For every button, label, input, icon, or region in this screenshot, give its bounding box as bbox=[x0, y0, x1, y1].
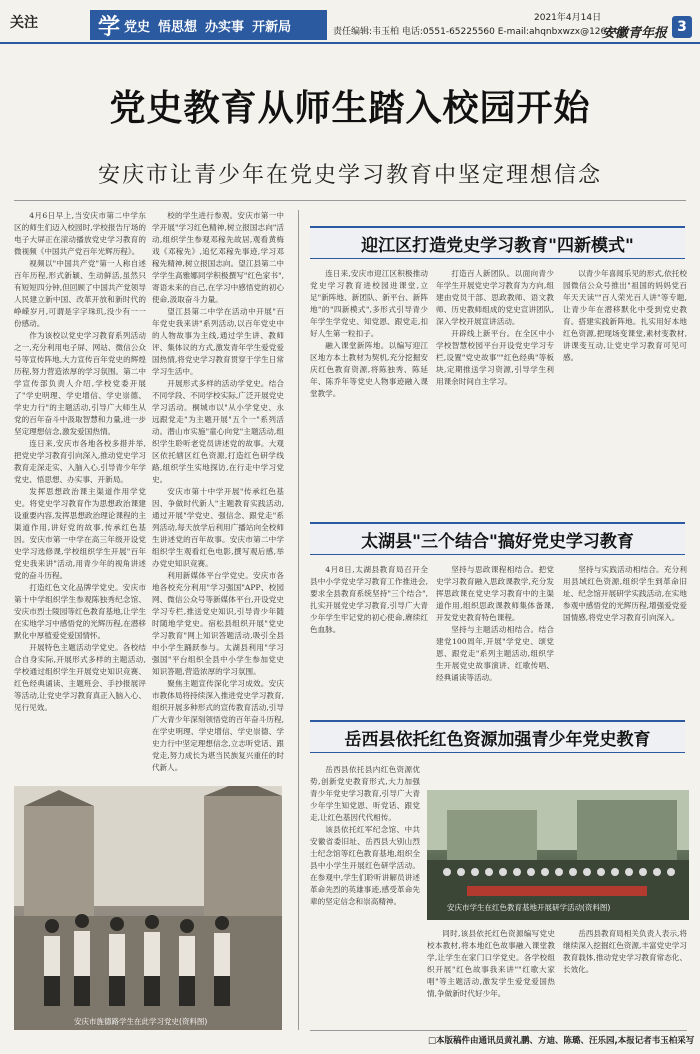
left-article-col-1 bbox=[14, 210, 146, 782]
title-divider bbox=[14, 200, 686, 201]
yuexi-col-2 bbox=[427, 928, 555, 1028]
street-photo-caption: 安庆市旌德路学生在此学习党史(资料图) bbox=[74, 1017, 208, 1026]
paragraph: 连日来,安庆市迎江区积极推动党史学习教育进校园进课堂,立足"新阵地、新团队、新平台、新阵地"的"四新模式",多形式引导青少年学生学党史、知党恩、跟党走,扣好人生第一粒扣子。 bbox=[310, 269, 428, 338]
paragraph: 融入课堂新阵地。以编写迎江区地方本土教材为契机,充分挖掘安庆红色教育资源,将陈独秀、陈延年、陈乔年等党史人物事迹融入课堂教学。 bbox=[310, 341, 428, 398]
taihu-col-2 bbox=[436, 564, 554, 716]
paragraph: 以青少年喜闻乐见的形式,依托校园微信公众号推出"祖国的妈妈党百年天天读""百人荣光百人讲"等专题,让青少年在潜移默化中受到党史教育。搭建实践新阵地。扎实用好本地红色资源,把现场变课堂,素材变教材,讲课变互动,让党史学习教育可见可感。 bbox=[563, 269, 687, 362]
paragraph: 校的学生进行参观。安庆市第一中学开展"学习红色精神,树立报国志向"活动,组织学生参观邓稼先故居,观看黄梅戏《邓稼先》,追忆邓稼先事迹,学习邓稼先精神,树立报国志向。望江县第二中学学生高雅娜同学积极撰写"红色家书",寄语未来的自己,在学习中感悟党的初心使命,汲取奋斗力量。 bbox=[152, 211, 284, 304]
yingjiang-col-3 bbox=[563, 268, 687, 512]
page-number: 3 bbox=[672, 16, 692, 38]
slogan-1: 党史 bbox=[124, 19, 151, 35]
paragraph: 望江县第二中学在活动中开展"百年党史我来讲"系列活动,以百年党史中的人物故事为主线,通过学生讲、教师评、集体议的方式,激发青年学生爱党爱国热情,将党史学习教育贯穿于学生日常学习生活中。 bbox=[152, 307, 284, 376]
paragraph: 开展形式多样的活动学党史。结合不同学段、不同学校实际,广泛开展党史学习活动。桐城市以"从小学党史、永远跟党走"为主题开展"五个一"系列活动。潜山市实施"童心向党"主题活动,组织学生聆听老党员讲述党的故事。大观区依托辖区红色资源,打造红色研学线路,组织学生实地探访,在行走中学习党史。 bbox=[152, 379, 284, 484]
paragraph: 该县依托红军纪念馆、中共安徽省委旧址、岳西县大别山烈士纪念馆等红色教育基地,组织全县中小学生开展红色研学活动。在参观中,学生们聆听讲解员讲述革命先烈的英雄事迹,感受革命先辈的坚定信念和崇高精神。 bbox=[310, 825, 420, 906]
paragraph: 坚持与实践活动相结合。充分利用县域红色资源,组织学生到革命旧址、纪念馆开展研学实践活动,在实地参观中感悟党的光辉历程,增强爱党爱国情感,将党史学习教育引向深入。 bbox=[563, 565, 687, 622]
paragraph: 岳西县教育局相关负责人表示,将继续深入挖掘红色资源,丰富党史学习教育载体,推动党史学习教育常态化、长效化。 bbox=[563, 929, 687, 974]
paragraph: 安庆市第十中学开展"传承红色基因、争做时代新人"主题教育实践活动,通过开展"学党史、强信念、跟党走"系列活动,每天放学后利用广播站向全校师生讲述党的百年故事。安庆市第二中学组织学生观看红色电影,撰写观后感,举办党史知识竞赛。 bbox=[152, 487, 284, 568]
newspaper-name: 安徽青年报 bbox=[602, 26, 668, 41]
section-heading-taihu: 太湖县"三个结合"搞好党史学习教育 bbox=[310, 522, 685, 555]
main-headline: 党史教育从师生踏入校园开始 bbox=[109, 87, 591, 129]
section-heading-yingjiang: 迎江区打造党史学习教育"四新模式" bbox=[310, 226, 685, 259]
paragraph: 作为该校以党史学习教育系列活动之一,充分利用电子屏、网站、微信公众号等宣传阵地,大力宣传百年党史的辉煌历程,努力营造浓厚的学习氛围。第二中学宣传部负责人介绍,学校党委开展了"学史明理、学史增信、学史崇德、学史力行"的主题活动,引导广大师生从党的百年奋斗中汲取智慧和力量,进一步坚定理想信念,激发爱国热情。 bbox=[14, 331, 146, 436]
group-photo bbox=[427, 790, 689, 920]
yuexi-col-1 bbox=[310, 764, 420, 1028]
yuexi-col-3 bbox=[563, 928, 687, 1028]
street-scene-illustration bbox=[14, 786, 282, 1030]
left-article-col-2 bbox=[152, 210, 284, 782]
street-photo bbox=[14, 786, 282, 1030]
paragraph: 坚持与思政课程相结合。把党史学习教育融入思政课教学,充分发挥思政课在党史学习教育中的主渠道作用,组织思政课教师集体备课,开发党史教育特色课程。 bbox=[436, 565, 554, 622]
slogan-4: 开新局 bbox=[252, 19, 292, 35]
paragraph: 坚持与主题活动相结合。结合建党100周年,开展"学党史、颂党恩、跟党走"系列主题活动,组织学生开展党史故事演讲、红歌传唱、经典诵读等活动。 bbox=[436, 625, 554, 682]
slogan-xue: 学 bbox=[98, 13, 121, 40]
slogan-band bbox=[90, 10, 327, 40]
sub-headline: 安庆市让青少年在党史学习教育中坚定理想信念 bbox=[97, 163, 602, 188]
yingjiang-col-2 bbox=[436, 268, 554, 512]
byline-footer: □本版稿件由通讯员黄礼鹏、方迪、陈璐、汪乐园,本报记者韦玉柏采写 bbox=[428, 1036, 695, 1046]
column-divider bbox=[298, 210, 299, 1030]
section-heading-yuexi: 岳西县依托红色资源加强青少年党史教育 bbox=[310, 720, 685, 753]
paragraph: 开展特色主题活动学党史。各校结合自身实际,开展形式多样的主题活动,学校通过组织学生开展党史知识竞赛、红色经典诵读、主题班会、手抄报展评等活动,让党史学习教育真正入脑入心、见行见效。 bbox=[14, 643, 146, 712]
taihu-col-1 bbox=[310, 564, 428, 716]
slogan-3: 办实事 bbox=[205, 19, 245, 35]
paragraph: 打造红色文化品牌学党史。安庆市第十中学组织学生参观陈独秀纪念馆、安庆市烈士陵园等红色教育基地,让学生在实地学习中感悟党的光辉历程,在潜移默化中厚植爱党爱国情怀。 bbox=[14, 583, 146, 640]
section-label: 关注 bbox=[10, 15, 38, 31]
editor-info: 责任编辑:韦玉柏 电话:0551-65225560 E-mail:ahqnbxwzx@126.com bbox=[333, 27, 629, 37]
paragraph: 利用新媒体平台学党史。安庆市各地各校充分利用"学习强国"APP、校园网、微信公众号等新媒体平台,开设党史学习专栏,推送党史知识,引导青少年随时随地学党史。宿松县组织开展"党史学习教育"网上知识答题活动,吸引全县中小学生踊跃参与。太湖县利用"学习强国"平台组织全县中小学生参加党史知识答题,营造浓厚的学习氛围。 bbox=[152, 571, 284, 676]
paragraph: 4月6日早上,当安庆市第二中学东区的师生们迈入校园时,学校报告厅场的电子大屏正在滚动播放党史学习教育的微视频《中国共产党百年光辉历程》。 bbox=[14, 211, 146, 256]
paragraph: 开辟线上新平台。在全区中小学校智慧校园平台开设党史学习专栏,设置"党史故事""红色经典"等板块,定期推送学习资源,引导学生利用课余时间自主学习。 bbox=[436, 329, 554, 386]
footer-rule bbox=[310, 1030, 687, 1031]
taihu-col-3 bbox=[563, 564, 687, 716]
paragraph: 4月8日,太湖县教育局召开全县中小学党史学习教育工作推进会,要求全县教育系统坚持"三个结合",扎实开展党史学习教育,引导广大青少年学生牢记党的初心使命,赓续红色血脉。 bbox=[310, 565, 428, 634]
group-scene-illustration bbox=[427, 790, 689, 920]
paragraph: 连日来,安庆市各地各校多措并举,把党史学习教育引向深入,推动党史学习教育走深走实、入脑入心,引导青少年学党史、悟思想、办实事、开新局。 bbox=[14, 439, 146, 484]
issue-date: 2021年4月14日 bbox=[534, 13, 602, 23]
group-photo-caption: 安庆市学生在红色教育基地开展研学活动(资料图) bbox=[447, 903, 611, 912]
slogan-2: 悟思想 bbox=[158, 19, 198, 35]
paragraph: 打造百人新团队。以面向青少年学生开展党史学习教育为方向,组建由党员干部、思政教师、语文教师、历史教师组成的党史宣讲团队,深入学校开展宣讲活动。 bbox=[436, 269, 554, 326]
paragraph: 聚焦主题宣传深化学习成效。安庆市教体局将持续深入推进党史学习教育,组织开展多种形式的宣传教育活动,引导广大青少年深刻领悟党的百年奋斗历程,在学史明理、学史增信、学史崇德、学史力行中坚定理想信念,立志听党话、跟党走,努力成长为堪当民族复兴重任的时代新人。 bbox=[152, 679, 284, 772]
paragraph: 同时,该县依托红色资源编写党史校本教材,将本地红色故事融入课堂教学,让学生在家门口学党史。各学校组织开展"红色故事我来讲""红歌大家唱"等主题活动,激发学生爱党爱国热情,争做新时代好少年。 bbox=[427, 929, 555, 998]
paragraph: 发挥思想政治课主渠道作用学党史。将党史学习教育作为思想政治课建设重要内容,发挥思想政治理论课程的主渠道作用,讲好党的故事,传承红色基因。安庆市第一中学在高三年级开设党史学习选修课,学校组织学生开展"百年党史我来讲"活动,用青少年的视角讲述党的奋斗历程。 bbox=[14, 487, 146, 580]
paragraph: 视频以"中国共产党"第一人称自述百年历程,形式新颖、生动鲜活,虽然只有短短四分钟,但回顾了中国共产党领导人民建立新中国、改革开放和新时代的峥嵘岁月,可谓是字字珠玑,没少有一一份感动。 bbox=[14, 259, 146, 328]
header-rule bbox=[0, 42, 700, 44]
yingjiang-col-1 bbox=[310, 268, 428, 512]
paragraph: 岳西县依托县内红色资源优势,创新党史教育形式,大力加强青少年党史学习教育,引导广大青少年学生知党恩、听党话、跟党走,让红色基因代代相传。 bbox=[310, 765, 420, 822]
